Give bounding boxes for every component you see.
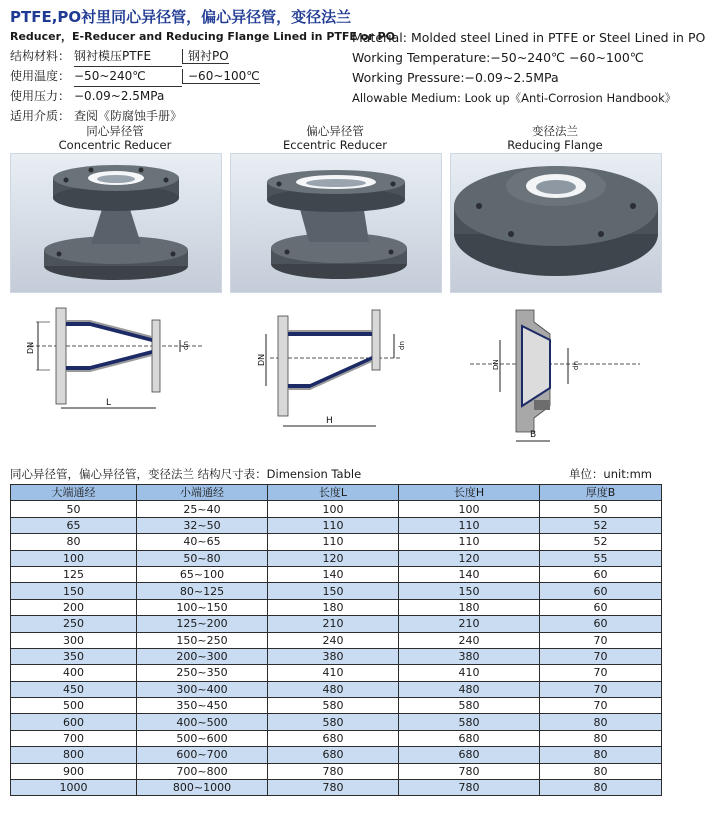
table-cell: 55: [540, 550, 662, 566]
caption-concentric: [10, 124, 220, 152]
table-cell: 800: [11, 747, 137, 763]
dn-label: DN: [492, 359, 500, 370]
table-cell: 60: [540, 566, 662, 582]
caption-cn: 偏心异径管: [306, 124, 364, 138]
table-row: [11, 534, 662, 550]
table-row: [11, 730, 662, 746]
table-title: 同心异径管，偏心异径管，变径法兰 结构尺寸表：Dimension Table: [10, 467, 362, 481]
table-cell: 70: [540, 648, 662, 664]
table-cell: 125: [11, 566, 137, 582]
table-cell: 300: [11, 632, 137, 648]
col-header: 厚度B: [540, 485, 662, 501]
concentric-reducer-drawing: [10, 296, 220, 418]
table-cell: 680: [399, 747, 540, 763]
table-cell: 65~100: [137, 566, 268, 582]
table-cell: 50: [11, 501, 137, 517]
page-subtitle: Reducer，E-Reducer and Reducing Flange Lined in PTFE or PO: [10, 30, 395, 43]
table-cell: 50~80: [137, 550, 268, 566]
spec-medium-row: [10, 106, 260, 126]
table-cell: 110: [268, 517, 399, 533]
spec-label: 使用压力：: [10, 89, 71, 103]
reducing-flange-drawing: [450, 296, 660, 446]
table-cell: 80: [540, 780, 662, 796]
table-cell: 700: [11, 730, 137, 746]
concentric-reducer-image: [11, 154, 221, 292]
table-row: [11, 747, 662, 763]
specs-cn: [10, 46, 260, 126]
table-cell: 140: [399, 566, 540, 582]
spec-value-alt: −60~100℃: [182, 69, 260, 84]
table-cell: 380: [268, 648, 399, 664]
table-cell: 780: [268, 763, 399, 779]
col-header: 大端通经: [11, 485, 137, 501]
spec-en-medium: Allowable Medium: Look up《Anti-Corrosion Handbook》: [352, 91, 677, 105]
table-cell: 80: [540, 763, 662, 779]
table-body: [11, 501, 662, 796]
spec-pressure-row: [10, 86, 260, 106]
caption-en: Reducing Flange: [507, 138, 603, 152]
table-cell: 180: [268, 599, 399, 615]
eccentric-reducer-section: [230, 296, 440, 436]
eccentric-reducer-image: [231, 154, 441, 292]
table-row: [11, 665, 662, 681]
table-cell: 70: [540, 698, 662, 714]
table-row: [11, 714, 662, 730]
spec-value-alt: 钢衬PO: [182, 49, 229, 64]
spec-en-material: Material: Molded steel Lined in PTFE or Steel Lined in PO: [352, 30, 705, 45]
table-cell: 110: [399, 517, 540, 533]
table-cell: 60: [540, 616, 662, 632]
table-cell: 240: [268, 632, 399, 648]
table-cell: 580: [399, 714, 540, 730]
table-cell: 70: [540, 665, 662, 681]
table-row: [11, 550, 662, 566]
table-cell: 80: [540, 730, 662, 746]
table-cell: 210: [268, 616, 399, 632]
table-unit: 单位：unit:mm: [568, 467, 652, 481]
reducing-flange-section: [450, 296, 660, 446]
caption-cn: 变径法兰: [532, 124, 578, 138]
table-cell: 250~350: [137, 665, 268, 681]
caption-en: Eccentric Reducer: [283, 138, 387, 152]
table-cell: 52: [540, 534, 662, 550]
table-row: [11, 698, 662, 714]
table-cell: 100: [268, 501, 399, 517]
table-cell: 680: [268, 730, 399, 746]
table-cell: 32~50: [137, 517, 268, 533]
spec-en-pressure: Working Pressure:−0.09~2.5MPa: [352, 70, 559, 85]
table-cell: 70: [540, 681, 662, 697]
table-row: [11, 632, 662, 648]
table-cell: 210: [399, 616, 540, 632]
table-cell: 150: [11, 583, 137, 599]
table-cell: 400: [11, 665, 137, 681]
specs-en: [352, 28, 705, 108]
table-cell: 780: [268, 780, 399, 796]
table-cell: 140: [268, 566, 399, 582]
table-row: [11, 517, 662, 533]
spec-material-row: [10, 46, 260, 66]
table-cell: 100: [11, 550, 137, 566]
table-cell: 300~400: [137, 681, 268, 697]
table-row: [11, 599, 662, 615]
thickness-b-label: B: [530, 430, 537, 440]
page-title: PTFE,PO衬里同心异径管，偏心异径管，变径法兰: [10, 8, 352, 26]
spec-label: 使用温度：: [10, 69, 71, 83]
table-cell: 120: [268, 550, 399, 566]
table-cell: 600~700: [137, 747, 268, 763]
table-cell: 52: [540, 517, 662, 533]
table-row: [11, 763, 662, 779]
table-cell: 410: [268, 665, 399, 681]
length-h-label: H: [326, 416, 333, 426]
table-cell: 350: [11, 648, 137, 664]
table-cell: 680: [399, 730, 540, 746]
table-cell: 150: [399, 583, 540, 599]
dn-small-label: dn: [572, 361, 580, 370]
table-cell: 1000: [11, 780, 137, 796]
table-cell: 60: [540, 583, 662, 599]
table-cell: 100~150: [137, 599, 268, 615]
table-cell: 580: [268, 714, 399, 730]
eccentric-reducer-photo: [230, 153, 442, 293]
table-cell: 380: [399, 648, 540, 664]
table-cell: 350~450: [137, 698, 268, 714]
reducing-flange-image: [451, 154, 661, 292]
table-cell: 400~500: [137, 714, 268, 730]
spec-label: 结构材料：: [10, 49, 71, 63]
table-cell: 40~65: [137, 534, 268, 550]
table-cell: 120: [399, 550, 540, 566]
spec-label: 适用介质：: [10, 109, 71, 123]
reducing-flange-photo: [450, 153, 662, 293]
table-row: [11, 648, 662, 664]
table-row: [11, 780, 662, 796]
table-cell: 150: [268, 583, 399, 599]
table-cell: 480: [399, 681, 540, 697]
table-cell: 580: [399, 698, 540, 714]
spec-value: 钢衬模压PTFE: [74, 46, 182, 67]
dn-small-label: dn: [398, 341, 406, 350]
caption-eccentric: [230, 124, 440, 152]
table-cell: 80: [11, 534, 137, 550]
caption-cn: 同心异径管: [86, 124, 144, 138]
spec-en-temperature: Working Temperature:−50~240℃ −60~100℃: [352, 50, 644, 65]
table-cell: 110: [268, 534, 399, 550]
table-cell: 70: [540, 632, 662, 648]
table-cell: 60: [540, 599, 662, 615]
table-cell: 80~125: [137, 583, 268, 599]
table-cell: 65: [11, 517, 137, 533]
table-cell: 500~600: [137, 730, 268, 746]
table-cell: 780: [399, 780, 540, 796]
table-row: [11, 616, 662, 632]
caption-en: Concentric Reducer: [58, 138, 172, 152]
dn-small-label: dn: [182, 341, 190, 350]
concentric-reducer-section: [10, 296, 220, 418]
table-cell: 480: [268, 681, 399, 697]
spec-value: 查阅《防腐蚀手册》: [74, 109, 183, 123]
table-cell: 25~40: [137, 501, 268, 517]
spec-value: −50~240℃: [74, 66, 182, 87]
table-cell: 700~800: [137, 763, 268, 779]
caption-flange: [450, 124, 660, 152]
length-l-label: L: [106, 398, 112, 408]
table-row: [11, 501, 662, 517]
col-header: 小端通经: [137, 485, 268, 501]
table-cell: 410: [399, 665, 540, 681]
table-cell: 150~250: [137, 632, 268, 648]
spec-value: −0.09~2.5MPa: [74, 89, 165, 103]
table-cell: 500: [11, 698, 137, 714]
eccentric-reducer-drawing: [230, 296, 440, 436]
table-cell: 250: [11, 616, 137, 632]
table-cell: 110: [399, 534, 540, 550]
table-cell: 180: [399, 599, 540, 615]
table-row: [11, 583, 662, 599]
concentric-reducer-photo: [10, 153, 222, 293]
table-cell: 450: [11, 681, 137, 697]
table-cell: 100: [399, 501, 540, 517]
dn-label: DN: [26, 341, 35, 354]
table-cell: 200~300: [137, 648, 268, 664]
table-row: [11, 681, 662, 697]
table-cell: 80: [540, 714, 662, 730]
dimension-table: [10, 484, 662, 796]
table-cell: 780: [399, 763, 540, 779]
table-cell: 240: [399, 632, 540, 648]
table-cell: 125~200: [137, 616, 268, 632]
table-cell: 600: [11, 714, 137, 730]
col-header: 长度H: [399, 485, 540, 501]
table-cell: 200: [11, 599, 137, 615]
table-cell: 80: [540, 747, 662, 763]
table-cell: 50: [540, 501, 662, 517]
table-row: [11, 566, 662, 582]
table-cell: 580: [268, 698, 399, 714]
col-header: 长度L: [268, 485, 399, 501]
table-header-row: [11, 485, 662, 501]
spec-temperature-row: [10, 66, 260, 86]
table-cell: 900: [11, 763, 137, 779]
table-cell: 800~1000: [137, 780, 268, 796]
dn-label: DN: [257, 353, 266, 366]
table-cell: 680: [268, 747, 399, 763]
